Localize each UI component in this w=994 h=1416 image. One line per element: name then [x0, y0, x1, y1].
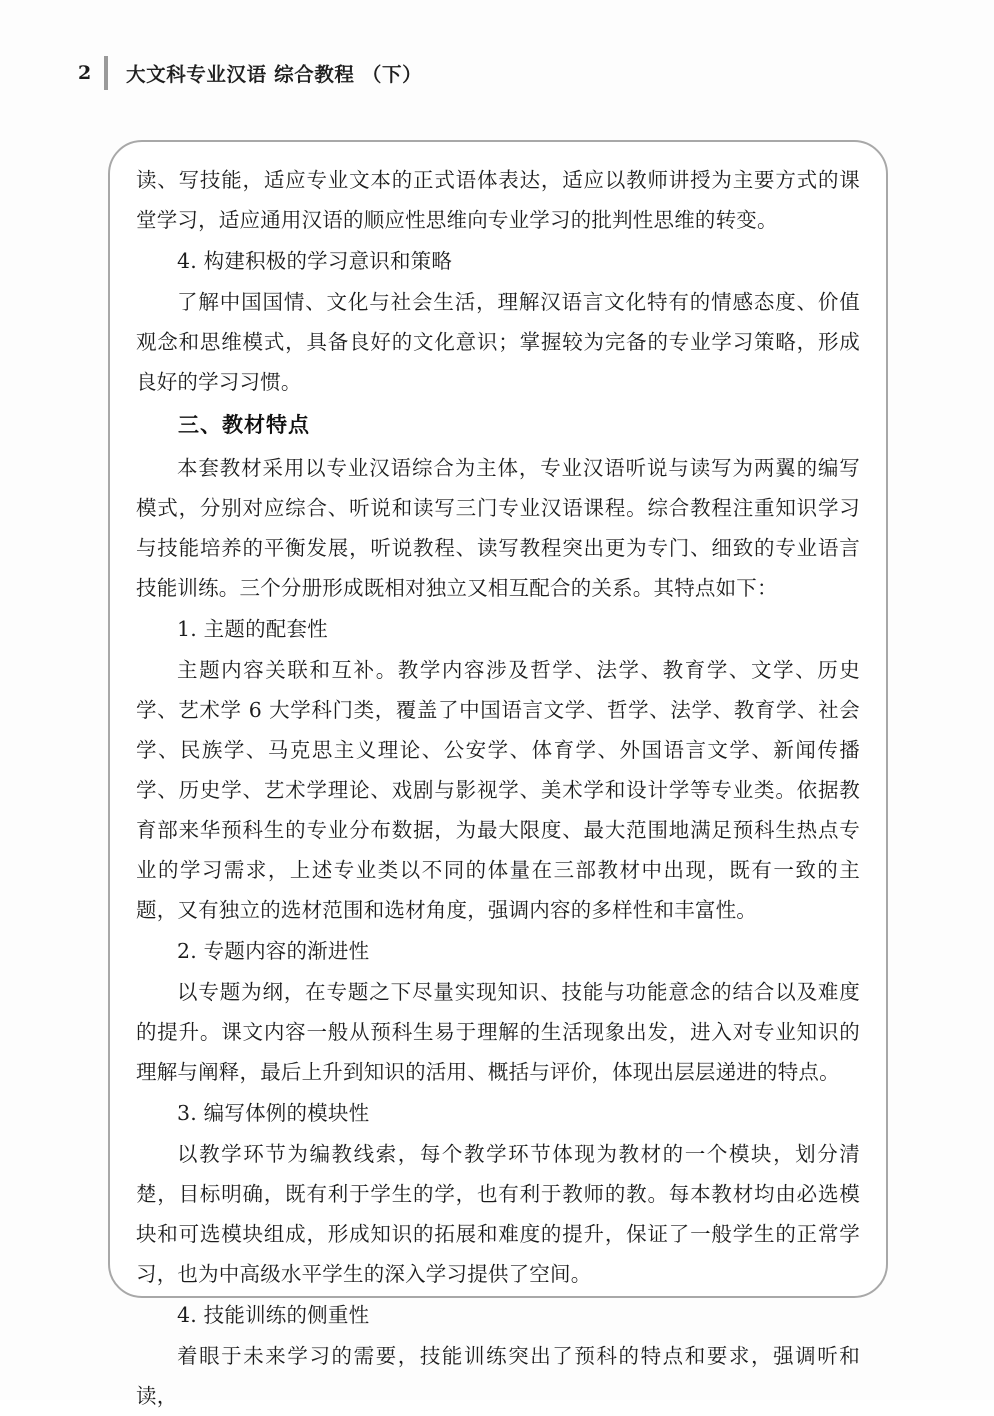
paragraph-item-4: 了解中国国情、文化与社会生活，理解汉语言文化特有的情感态度、价值观念和思维模式，具备良好的文化意识；掌握较为完备的专业学习策略，形成良好的学习习惯。: [136, 290, 860, 394]
book-title: 大文科专业汉语 综合教程 （下）: [126, 63, 423, 86]
paragraph-feature-1: 主题内容关联和互补。教学内容涉及哲学、法学、教育学、文学、历史学、艺术学 6 大学科门类，覆盖了中国语言文学、哲学、法学、教育学、社会学、民族学、马克思主义理论、公安学、体育学、外国语言文学、新闻传播学、历史学、艺术学理论、戏剧与影视学、美术学和设计学等专业类。依据教育部来华预科生的专业分布数据，为最大限度、最大范围地满足预科生热点专业的学习需求，上述专业类以不同的体量在三部教材中出现，既有一致的主题，又有独立的选材范围和选材角度，强调内容的多样性和丰富性。: [136, 658, 860, 922]
page-number: 2: [78, 61, 92, 84]
paragraph-section-3-intro: 本套教材采用以专业汉语综合为主体，专业汉语听说与读写为两翼的编写模式，分别对应综合、听说和读写三门专业汉语课程。综合教程注重知识学习与技能培养的平衡发展，听说教程、读写教程突出更为专门、细致的专业语言技能训练。三个分册形成既相对独立又相互配合的关系。其特点如下：: [136, 456, 860, 600]
paragraph-feature-3: 以教学环节为编教线索，每个教学环节体现为教材的一个模块，划分清楚，目标明确，既有利于学生的学，也有利于教师的教。每本教材均由必选模块和可选模块组成，形成知识的拓展和难度的提升，保证了一般学生的正常学习，也为中高级水平学生的深入学习提供了空间。: [136, 1142, 860, 1286]
heading-feature-3: 3. 编写体例的模块性: [177, 1101, 370, 1125]
heading-item-4: 4. 构建积极的学习意识和策略: [177, 249, 453, 273]
heading-section-3: 三、教材特点: [178, 412, 310, 437]
paragraph-feature-4: 着眼于未来学习的需要，技能训练突出了预科的特点和要求，强调听和读，: [136, 1344, 860, 1408]
folio-divider: [104, 56, 108, 90]
text-frame: [108, 140, 888, 1408]
heading-feature-1: 1. 主题的配套性: [177, 617, 328, 641]
text-column: [136, 160, 860, 1416]
heading-feature-4: 4. 技能训练的侧重性: [177, 1303, 370, 1327]
heading-feature-2: 2. 专题内容的渐进性: [177, 939, 370, 963]
paragraph-continued: 读、写技能，适应专业文本的正式语体表达，适应以教师讲授为主要方式的课堂学习，适应通用汉语的顺应性思维向专业学习的批判性思维的转变。: [136, 168, 860, 232]
running-head: [78, 52, 918, 94]
paragraph-feature-2: 以专题为纲，在专题之下尽量实现知识、技能与功能意念的结合以及难度的提升。课文内容一般从预科生易于理解的生活现象出发，进入对专业知识的理解与阐释，最后上升到知识的活用、概括与评价，体现出层层递进的特点。: [136, 980, 860, 1084]
